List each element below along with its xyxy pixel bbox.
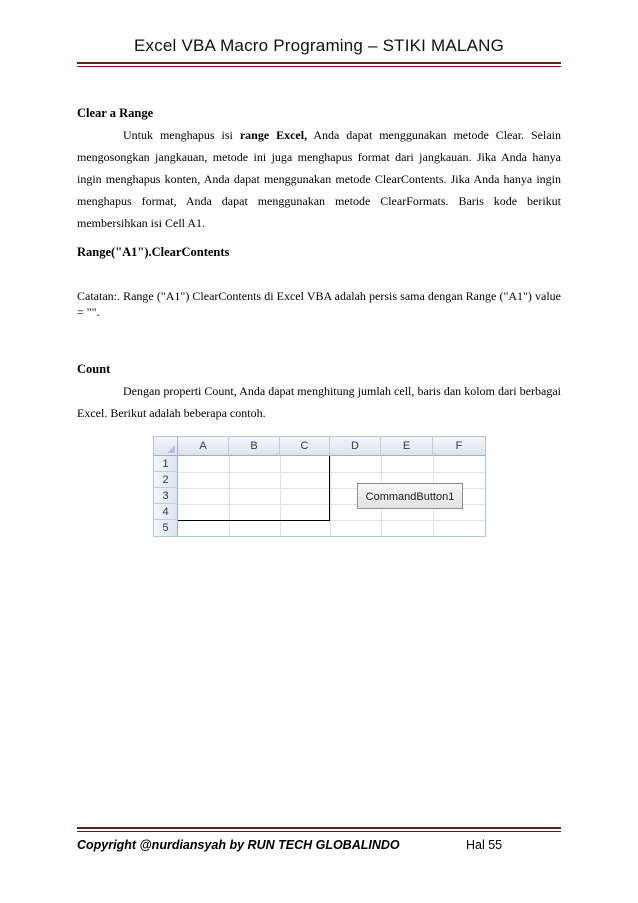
range-border-bottom	[178, 520, 330, 521]
count-paragraph: Dengan properti Count, Anda dapat menghitung jumlah cell, baris dan kolom dari berbagai Excel. Berikut adalah beberapa contoh.	[77, 384, 561, 420]
grid-line	[229, 456, 230, 536]
row-header-5: 5	[154, 520, 178, 536]
column-header-c: C	[280, 437, 330, 456]
clear-range-paragraph-pre: Untuk menghapus isi	[123, 128, 240, 142]
footer-copyright: Copyright @nurdiansyah by RUN TECH GLOBALINDO	[77, 838, 400, 852]
clear-range-paragraph-bold: range Excel,	[239, 128, 308, 142]
column-header-a: A	[178, 437, 229, 456]
column-header-d: D	[330, 437, 381, 456]
clear-range-paragraph-post: Anda dapat menggunakan metode Clear. Selain mengosongkan jangkauan, metode ini juga menghapus format dari jangkauan. Jika Anda hanya ingin menghapus konten, Anda dapat menggunakan metode ClearContents. Jika Anda hanya ingin menghapus format, Anda dapat menggunakan metode ClearFormats. Baris kode berikut membersihkan isi Cell A1.	[77, 128, 561, 230]
row-header-1: 1	[154, 456, 178, 472]
row-header-4: 4	[154, 504, 178, 520]
command-button-1[interactable]: CommandButton1	[357, 483, 463, 509]
clear-contents-code: Range("A1").ClearContents	[77, 245, 230, 259]
grid-line	[280, 456, 281, 536]
clear-range-note: Catatan:. Range ("A1") ClearContents di Excel VBA adalah persis sama dengan Range ("A1") value = "".	[77, 289, 561, 319]
footer-rule-thick	[77, 827, 561, 829]
clear-range-paragraph	[77, 124, 561, 234]
spreadsheet-screenshot	[153, 436, 486, 537]
grid-line	[330, 456, 331, 536]
row-header-2: 2	[154, 472, 178, 488]
header-rule-thin	[77, 66, 561, 67]
clear-range-section	[77, 102, 561, 234]
page-header-title: Excel VBA Macro Programing – STIKI MALANG	[133, 36, 505, 55]
column-header-b: B	[229, 437, 280, 456]
header-rule-thick	[77, 62, 561, 64]
select-all-corner	[154, 437, 178, 456]
clear-range-heading: Clear a Range	[77, 106, 154, 120]
footer-rule-thin	[77, 831, 561, 832]
column-header-f: F	[433, 437, 485, 456]
count-section	[77, 358, 561, 424]
column-header-e: E	[381, 437, 433, 456]
footer-page-number: Hal 55	[466, 838, 503, 852]
count-heading: Count	[77, 362, 111, 376]
range-border-right	[329, 456, 330, 521]
grid-line	[178, 472, 485, 473]
row-header-3: 3	[154, 488, 178, 504]
